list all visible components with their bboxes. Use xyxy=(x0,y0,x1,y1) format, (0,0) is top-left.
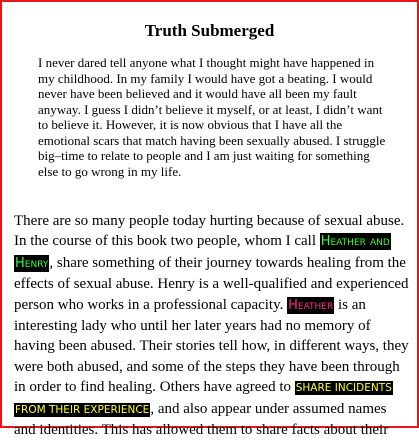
link-heather-and-henry-part1[interactable]: Heather and xyxy=(320,234,390,250)
link-share-incidents-part1[interactable]: SHARE INCIDENTS xyxy=(295,382,392,395)
opening-quote: I never dared tell anyone what I thought might have happened in my childhood. In my family I would have got a beating. I would never have been believed and it would have all been my fault anyway. I guess I didn’t believe it myself, or at least, I didn’t want to believe it. However, it is now obvious that I have all the emotional scars that match having been sexually abused. I struggle big–time to relate to people and I am just waiting for something else to go wrong in my life. xyxy=(38,55,386,179)
body-text-3: is an interesting lady who until her later years had no memory of having been abused. Their stories tell how, in different ways, they were both abused, and some of the steps they have been through in order to find healing. Others have agreed to xyxy=(14,296,409,396)
page-title: Truth Submerged xyxy=(144,21,275,40)
body-text-2: , share something of their journey towards healing from the effects of sexual abuse. Henry is a well-qualified and experienced person who works in a professional capacity. xyxy=(14,254,409,313)
body-paragraph xyxy=(14,211,410,440)
link-heather[interactable]: Heather xyxy=(288,297,334,313)
link-share-incidents-part2[interactable]: FROM THEIR EXPERIENCE xyxy=(15,403,150,416)
body-text-4: , and also appear under assumed names and identities. This has allowed them to share facts about their xyxy=(14,400,389,439)
link-heather-and-henry-part2[interactable]: Henry xyxy=(15,255,49,271)
body-text-1: There are so many people today hurting because of sexual abuse. In the course of this book two people, whom I call xyxy=(14,213,405,250)
